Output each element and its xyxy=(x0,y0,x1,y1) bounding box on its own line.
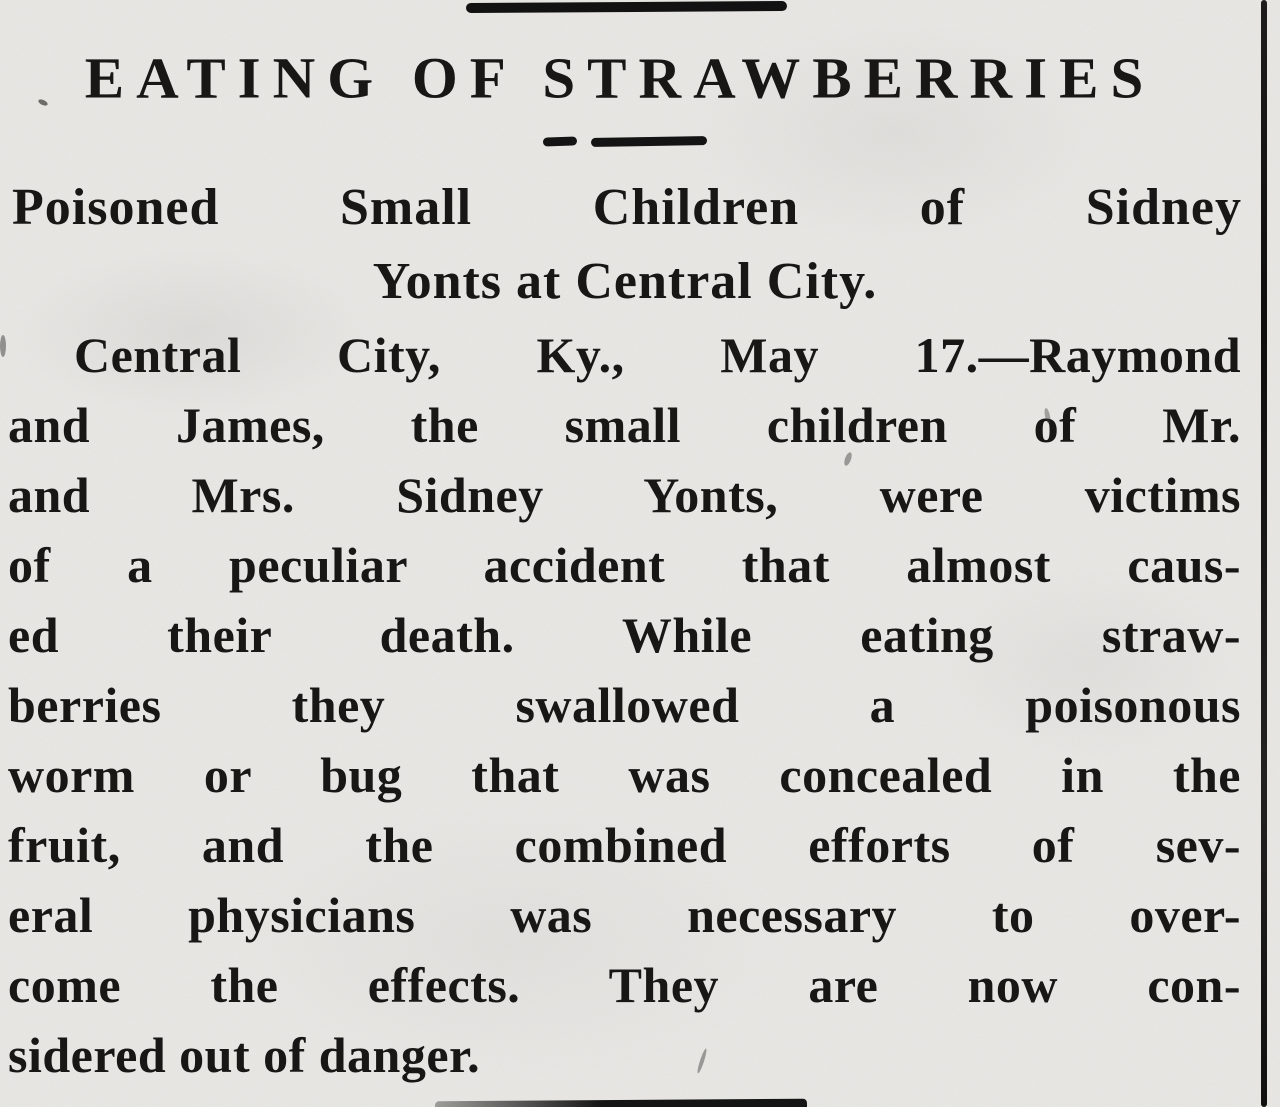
top-divider-rule xyxy=(466,1,787,13)
article-line: eral physicians was necessary to over- xyxy=(8,887,1241,943)
article-line: ed their death. While eating straw- xyxy=(8,607,1241,663)
article-line: and James, the small children of Mr. xyxy=(8,397,1241,453)
article-line: of a peculiar accident that almost caus- xyxy=(8,537,1241,593)
bottom-divider-rule xyxy=(435,1099,807,1107)
article-line: sidered out of danger. xyxy=(8,1027,481,1083)
article-line: worm or bug that was concealed in the xyxy=(8,747,1241,803)
dash-icon xyxy=(543,136,577,146)
article-body xyxy=(8,320,1241,1090)
article-line: berries they swallowed a poisonous xyxy=(8,677,1241,733)
article-line: and Mrs. Sidney Yonts, were victims xyxy=(8,467,1241,523)
headline-dash-ornament xyxy=(0,137,1250,146)
dash-icon xyxy=(591,136,707,147)
article-subhead-line-2: Yonts at Central City. xyxy=(372,253,878,310)
ink-speck xyxy=(0,335,6,357)
article-headline: EATING OF STRAWBERRIES xyxy=(84,45,1156,111)
article-subhead-line-1: Poisoned Small Children of Sidney xyxy=(12,179,1242,236)
column-divider-rule xyxy=(1261,0,1267,1107)
article-line: come the effects. They are now con- xyxy=(8,957,1241,1013)
article-line: fruit, and the combined efforts of sev- xyxy=(8,817,1241,873)
article-line: Central City, Ky., May 17.—Raymond xyxy=(74,327,1241,383)
